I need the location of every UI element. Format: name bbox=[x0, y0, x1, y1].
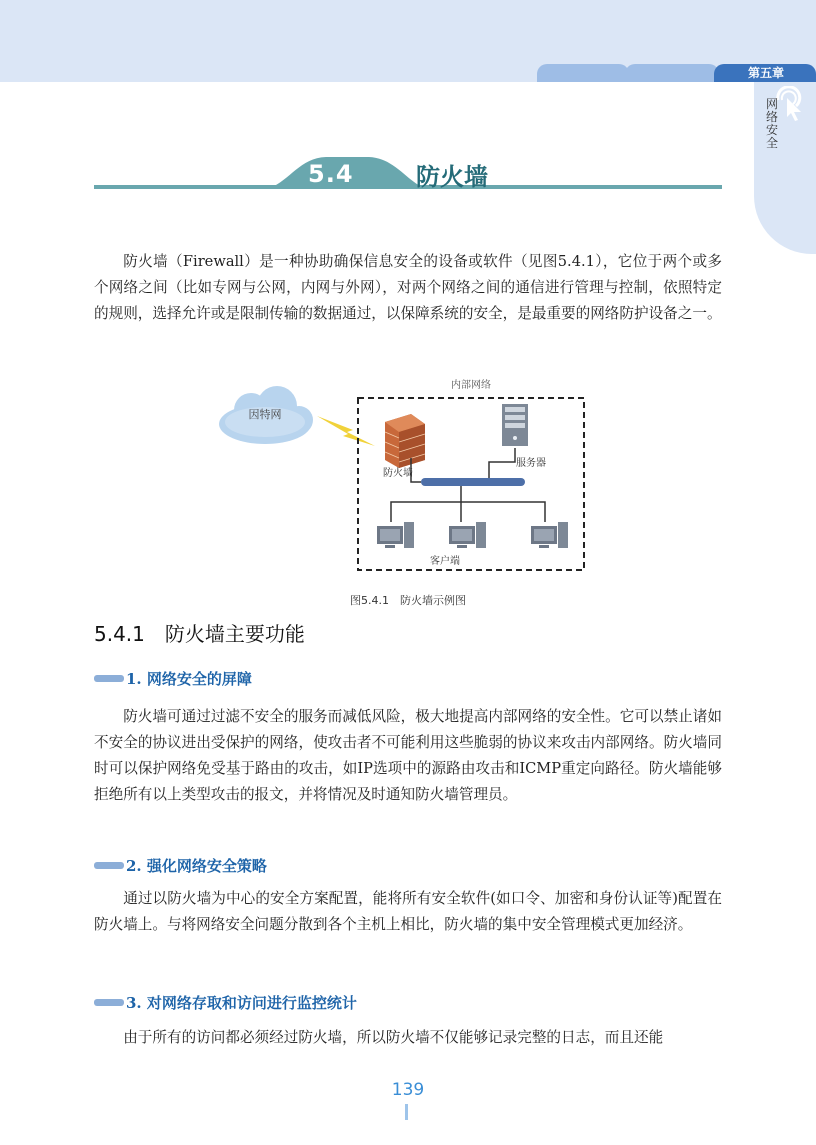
point-body: 通过以防火墙为中心的安全方案配置，能将所有安全软件(如口令、加密和身份认证等)配置在防火墙上。与将网络安全问题分散到各个主机上相比，防火墙的集中安全管理模式更加经济。 bbox=[94, 890, 722, 933]
lightning-icon bbox=[317, 416, 375, 446]
header-tab-decoration bbox=[537, 64, 629, 82]
client-pc-icon bbox=[449, 522, 486, 548]
page-number-tick bbox=[405, 1104, 408, 1120]
point-bullet-bar bbox=[94, 862, 124, 869]
subsection-heading: 5.4.1 防火墙主要功能 bbox=[94, 622, 305, 646]
firewall-icon bbox=[385, 414, 425, 468]
intro-paragraph: 防火墙（Firewall）是一种协助确保信息安全的设备或软件（见图5.4.1），它位于两个或多个网络之间（比如专网与公网，内网与外网），对两个网络之间的通信进行管理与控制，依照特定的规则，选择允许或是限制传输的数据通过，以保障系统的安全，是最重要的网络防护设备之一。 bbox=[94, 253, 722, 322]
network-backbone bbox=[421, 478, 525, 486]
figure-caption: 图5.4.1 防火墙示例图 bbox=[350, 594, 466, 607]
header-tab-decoration bbox=[625, 64, 719, 82]
side-chapter-label: 网络安全 bbox=[765, 97, 778, 150]
page-number: 139 bbox=[391, 1080, 425, 1100]
client-pc-icon bbox=[377, 522, 414, 548]
internal-network-label: 内部网络 bbox=[451, 380, 491, 391]
firewall-diagram bbox=[215, 372, 595, 580]
section-underline bbox=[94, 185, 722, 189]
point-bullet-bar bbox=[94, 675, 124, 682]
point-title: 3. 对网络存取和访问进行监控统计 bbox=[126, 994, 357, 1012]
server-label: 服务器 bbox=[516, 458, 546, 469]
server-icon bbox=[502, 404, 528, 446]
client-label: 客户端 bbox=[430, 556, 460, 567]
internet-label: 因特网 bbox=[248, 408, 282, 421]
section-heading bbox=[94, 150, 722, 192]
section-title: 防火墙 bbox=[416, 163, 488, 191]
point-title: 1. 网络安全的屏障 bbox=[126, 670, 252, 688]
chapter-tab-label: 第五章 bbox=[747, 66, 784, 80]
firewall-label: 防火墙 bbox=[383, 468, 413, 479]
section-number: 5.4 bbox=[308, 160, 354, 188]
point-bullet-bar bbox=[94, 999, 124, 1006]
point-body: 防火墙可通过过滤不安全的服务而减低风险，极大地提高内部网络的安全性。它可以禁止诸如不安全的协议进出受保护的网络，使攻击者不可能利用这些脆弱的协议来攻击内部网络。防火墙同时可以保护网络免受基于路由的攻击，如IP选项中的源路由攻击和ICMP重定向路径。防火墙能够拒绝所有以上类型攻击的报文，并将情况及时通知防火墙管理员。 bbox=[94, 708, 722, 803]
client-pc-icon bbox=[531, 522, 568, 548]
point-body: 由于所有的访问都必须经过防火墙，所以防火墙不仅能够记录完整的日志，而且还能 bbox=[123, 1029, 664, 1046]
point-title: 2. 强化网络安全策略 bbox=[126, 857, 267, 875]
